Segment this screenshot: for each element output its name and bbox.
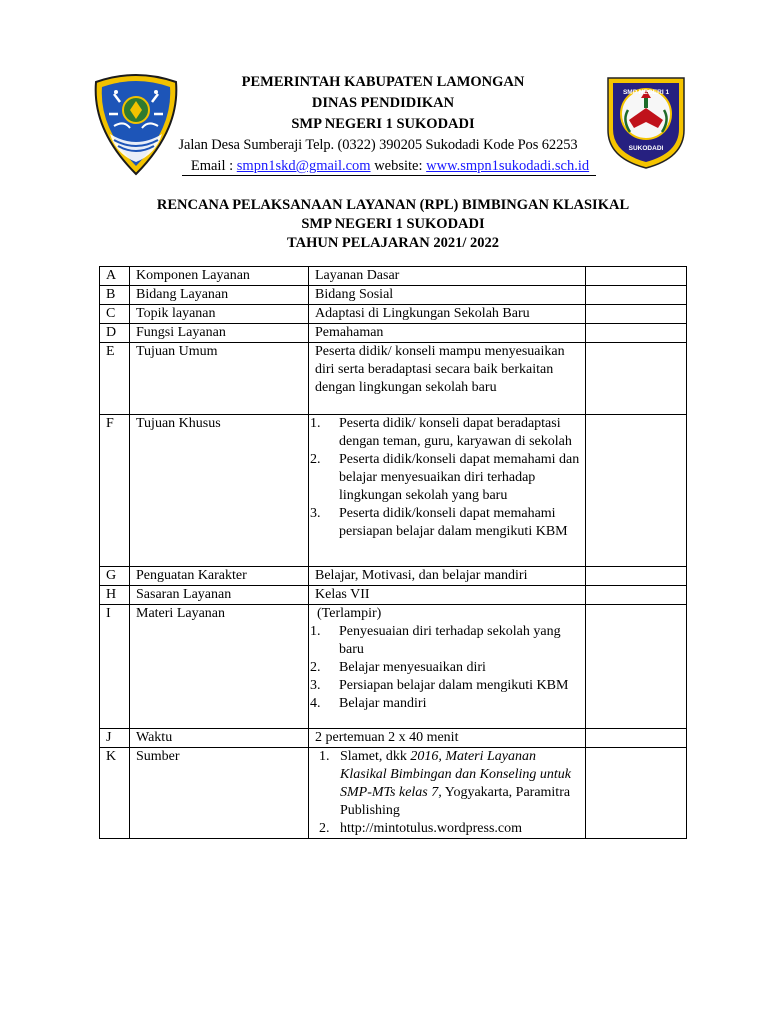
list-item <box>310 415 585 451</box>
empty-cell <box>586 286 687 305</box>
empty-cell <box>586 586 687 605</box>
empty-cell <box>586 748 687 839</box>
row-label: Komponen Layanan <box>130 267 309 286</box>
title-line-1: RENCANA PELAKSANAAN LAYANAN (RPL) BIMBINGAN KLASIKAL <box>156 197 630 213</box>
list-number: 1. <box>319 749 330 764</box>
email-label: Email : <box>190 158 234 174</box>
website-label: website: <box>374 158 423 174</box>
source-publisher: Yogyakarta, Paramitra Publishing <box>340 785 571 818</box>
list-number: 1. <box>310 416 321 431</box>
government-name: PEMERINTAH KABUPATEN LAMONGAN <box>241 74 525 90</box>
list-number: 2. <box>310 452 321 467</box>
table-row <box>100 305 687 324</box>
row-code: G <box>100 567 130 586</box>
department-name: DINAS PENDIDIKAN <box>311 95 455 111</box>
table-row <box>100 324 687 343</box>
empty-cell <box>586 415 687 567</box>
empty-cell <box>586 605 687 729</box>
list-text: Penyesuaian diri terhadap sekolah yang baru <box>339 624 561 657</box>
row-code: B <box>100 286 130 305</box>
email-link[interactable]: smpn1skd@gmail.com <box>236 158 371 174</box>
title-line-2: SMP NEGERI 1 SUKODADI <box>301 216 485 232</box>
list-item <box>310 677 585 695</box>
empty-cell <box>586 324 687 343</box>
table-row <box>100 567 687 586</box>
list-number: 4. <box>310 696 321 711</box>
list-item <box>315 820 585 838</box>
letterhead-text <box>168 72 598 177</box>
logo-right-top-text: SMP NEGERI 1 <box>622 89 670 96</box>
list-item <box>310 451 585 505</box>
smpn1-sukodadi-school-logo <box>600 70 692 170</box>
materials-intro: (Terlampir) <box>317 606 382 621</box>
row-value: Kelas VII <box>309 586 586 605</box>
row-label: Fungsi Layanan <box>130 324 309 343</box>
table-row <box>100 343 687 415</box>
sources-list <box>315 748 585 838</box>
list-number: 2. <box>310 660 321 675</box>
list-number: 3. <box>310 678 321 693</box>
table-row <box>100 286 687 305</box>
title-line-3: TAHUN PELAJARAN 2021/ 2022 <box>287 235 499 251</box>
list-item <box>310 659 585 677</box>
letterhead-divider <box>182 175 596 176</box>
row-label: Sumber <box>130 748 309 839</box>
row-value: Peserta didik/ konseli mampu menyesuaikan diri serta beradaptasi secara baik berkaitan dengan lingkungan sekolah baru <box>309 343 586 415</box>
source-author: Slamet, dkk <box>340 749 407 764</box>
table-row <box>100 267 687 286</box>
row-code: E <box>100 343 130 415</box>
row-label: Penguatan Karakter <box>130 567 309 586</box>
row-code: A <box>100 267 130 286</box>
table-row <box>100 748 687 839</box>
source-title: 2016, Materi Layanan Klasikal Bimbingan dan Konseling untuk SMP-MTs kelas 7, <box>340 749 571 800</box>
list-number: 1. <box>310 624 321 639</box>
materials-list <box>310 623 585 713</box>
rpl-table <box>99 266 687 839</box>
table-row <box>100 729 687 748</box>
row-value: 2 pertemuan 2 x 40 menit <box>309 729 586 748</box>
row-code: J <box>100 729 130 748</box>
list-number: 2. <box>319 821 330 836</box>
row-code: H <box>100 586 130 605</box>
row-code: D <box>100 324 130 343</box>
row-label: Waktu <box>130 729 309 748</box>
list-item <box>315 748 585 820</box>
row-label: Topik layanan <box>130 305 309 324</box>
row-value-list <box>309 415 586 567</box>
table-row <box>100 605 687 729</box>
row-value: Layanan Dasar <box>309 267 586 286</box>
objectives-list <box>310 415 585 541</box>
source-url: http://mintotulus.wordpress.com <box>340 821 522 836</box>
row-label: Sasaran Layanan <box>130 586 309 605</box>
empty-cell <box>586 729 687 748</box>
list-text: Peserta didik/konseli dapat memahami persiapan belajar dalam mengikuti KBM <box>339 506 568 539</box>
website-link[interactable]: www.smpn1sukodadi.sch.id <box>426 158 590 174</box>
list-text: Belajar mandiri <box>339 696 427 711</box>
row-code: I <box>100 605 130 729</box>
empty-cell <box>586 567 687 586</box>
row-value: Belajar, Motivasi, dan belajar mandiri <box>309 567 586 586</box>
list-item <box>310 505 585 541</box>
letterhead <box>0 0 768 180</box>
row-value: Bidang Sosial <box>309 286 586 305</box>
list-number: 3. <box>310 506 321 521</box>
row-code: F <box>100 415 130 567</box>
row-code: K <box>100 748 130 839</box>
list-item <box>310 695 585 713</box>
row-label: Tujuan Umum <box>130 343 309 415</box>
empty-cell <box>586 267 687 286</box>
list-text: Persiapan belajar dalam mengikuti KBM <box>339 678 569 693</box>
list-text: Peserta didik/konseli dapat memahami dan belajar menyesuaikan diri terhadap lingkungan sekolah yang baru <box>339 452 580 503</box>
school-address: Jalan Desa Sumberaji Telp. (0322) 390205 Sukodadi Kode Pos 62253 <box>178 137 578 153</box>
empty-cell <box>586 343 687 415</box>
row-value-list <box>309 605 586 729</box>
row-label: Materi Layanan <box>130 605 309 729</box>
logo-right-bottom-text: SUKODADI <box>628 145 664 152</box>
document-title <box>0 196 768 253</box>
school-name: SMP NEGERI 1 SUKODADI <box>291 116 475 132</box>
row-value-list <box>309 748 586 839</box>
table-row <box>100 586 687 605</box>
row-label: Bidang Layanan <box>130 286 309 305</box>
row-label: Tujuan Khusus <box>130 415 309 567</box>
row-value: Adaptasi di Lingkungan Sekolah Baru <box>309 305 586 324</box>
list-text: Belajar menyesuaikan diri <box>339 660 486 675</box>
row-code: C <box>100 305 130 324</box>
row-value: Pemahaman <box>309 324 586 343</box>
contact-line <box>182 156 598 177</box>
list-item <box>310 623 585 659</box>
table-row <box>100 415 687 567</box>
list-text: Peserta didik/ konseli dapat beradaptasi dengan teman, guru, karyawan di sekolah <box>339 416 572 449</box>
empty-cell <box>586 305 687 324</box>
